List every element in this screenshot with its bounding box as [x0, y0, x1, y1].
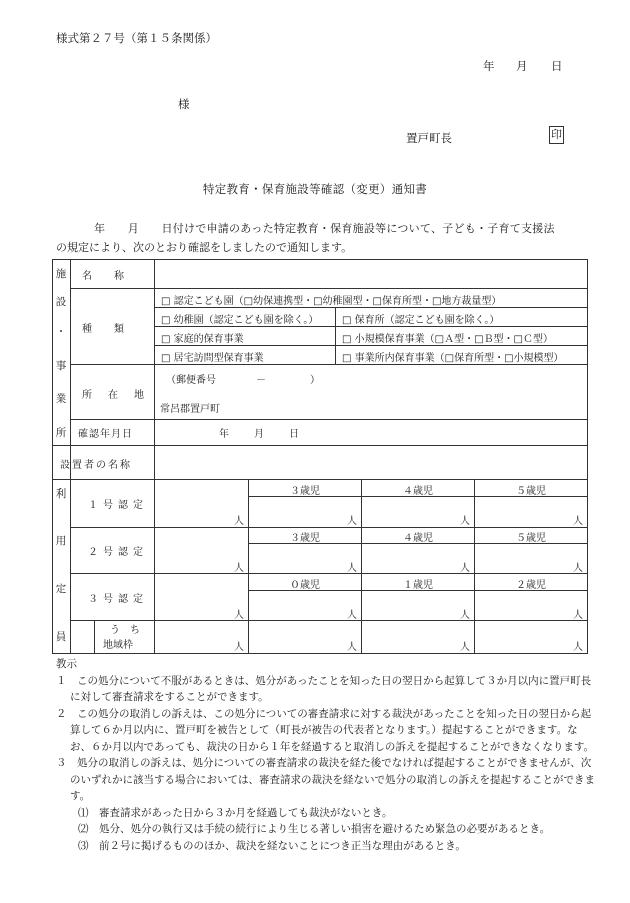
- unit-r3-total: 人: [234, 610, 244, 621]
- age-header-r3-c2: １歳児: [403, 580, 433, 591]
- type-nursery-school[interactable]: □ 保育所（認定こども園を除く。）: [342, 315, 500, 326]
- age-header-r2-c2: ４歳児: [403, 533, 433, 544]
- postal-code-suffix: ）: [310, 375, 320, 386]
- facility-section-char-5: 業: [55, 393, 67, 405]
- type-label: 種 類: [82, 324, 130, 335]
- capacity-section-char-2: 用: [55, 535, 67, 547]
- instructions-heading: 教示: [56, 658, 77, 670]
- establisher-name-field[interactable]: [156, 447, 586, 478]
- intro-line-1: 年 月 日付けで申請のあった特定教育・保育施設等について、子ども・子育て支援法: [94, 222, 555, 235]
- instruction-subitem-1: ⑴ 審査請求があった日から３か月を経過しても裁決がないとき。: [78, 806, 393, 819]
- date-day-label: 日: [551, 59, 563, 73]
- age-header-r3-c1: ０歳児: [290, 580, 320, 591]
- unit-r2-c2: 人: [460, 563, 470, 574]
- facility-name-field[interactable]: [156, 261, 586, 287]
- unit-regional-total: 人: [234, 642, 244, 653]
- unit-r3-c3: 人: [573, 610, 583, 621]
- type-home-based-childcare[interactable]: □ 家庭的保育事業: [161, 334, 244, 345]
- establisher-name-label: 設置者の名称: [60, 460, 132, 471]
- instruction-subitem-3: ⑶ 前２号に掲げるもののほか、裁決を経ないことにつき正当な理由があるとき。: [78, 839, 466, 852]
- issuer-name: 置戸町長: [406, 131, 452, 145]
- document-title: 特定教育・保育施設等確認（変更）通知書: [202, 182, 428, 196]
- unit-r2-c1: 人: [347, 563, 357, 574]
- intro-line-2: の規定により、次のとおり確認をしましたので通知します。: [56, 241, 353, 254]
- seal-mark: 印: [549, 126, 564, 144]
- date-year-label: 年: [483, 59, 495, 73]
- capacity-section-char-4: 員: [55, 631, 67, 643]
- type-kindergarten[interactable]: □ 幼稚園（認定こども園を除く。）: [161, 315, 319, 326]
- instruction-item-1: １ この処分について不服があるときは、処分があったことを知った日の翌日から起算して３か月以内に置戸町長に対して審査請求をすることができます。: [56, 674, 592, 703]
- facility-section-char-4: 事: [55, 360, 67, 372]
- age-header-r3-c3: ２歳児: [516, 580, 546, 591]
- unit-r2-c3: 人: [573, 563, 583, 574]
- facility-section-char-3: ・: [55, 326, 67, 338]
- address-label: 所 在 地: [82, 390, 147, 401]
- confirm-date-day: 日: [289, 429, 299, 440]
- unit-regional-c3: 人: [573, 642, 583, 653]
- unit-r1-c1: 人: [347, 516, 357, 527]
- unit-r1-total: 人: [234, 516, 244, 527]
- age-header-r1-c1: ３歳児: [290, 486, 320, 497]
- unit-r1-c3: 人: [573, 516, 583, 527]
- capacity-row-label-3: ３号認定: [88, 594, 148, 605]
- form-number: 様式第２７号（第１５条関係）: [56, 31, 217, 45]
- postal-code-prefix: （郵便番号: [166, 375, 216, 386]
- date-month-label: 月: [516, 59, 528, 73]
- facility-section-char-6: 所: [55, 427, 67, 439]
- capacity-section-char-3: 定: [55, 583, 67, 595]
- confirm-date-label: 確認年月日: [78, 429, 133, 440]
- capacity-row-label-1: １号認定: [88, 500, 148, 511]
- unit-regional-c2: 人: [460, 642, 470, 653]
- age-header-r2-c1: ３歳児: [290, 533, 320, 544]
- unit-r2-total: 人: [234, 563, 244, 574]
- address-value: 常呂郡置戸町: [160, 404, 220, 415]
- facility-section-char-1: 施: [55, 268, 67, 280]
- instruction-item-2: ２ この処分の取消しの訴えは、この処分についての審査請求に対する裁決があったことを知った日の翌日から起算して６か月以内に、置戸町を被告として（町長が被告の代表者となります。）提起することができます。なお、６か月以内であっても、裁決の日から１年を経過すると取消しの訴えを提起することができなくなります。: [56, 707, 595, 753]
- confirm-date-year: 年: [219, 429, 229, 440]
- postal-code-dash: －: [256, 375, 266, 386]
- age-header-r1-c2: ４歳児: [403, 486, 433, 497]
- capacity-row-label-2: ２号認定: [88, 547, 148, 558]
- type-small-scale-childcare[interactable]: □ 小規模保育事業（□Ａ型・□Ｂ型・□Ｃ型）: [342, 334, 553, 345]
- confirm-date-month: 月: [254, 429, 264, 440]
- unit-r3-c1: 人: [347, 610, 357, 621]
- addressee-suffix: 様: [178, 97, 190, 111]
- instruction-subitem-2: ⑵ 処分、処分の執行又は手続の続行により生じる著しい損害を避けるため緊急の必要があるとき。: [78, 823, 551, 835]
- type-certified-childcare-center[interactable]: □ 認定こども園（□幼保連携型・□幼稚園型・□保育所型・□地方裁量型）: [161, 296, 502, 307]
- age-header-r2-c3: ５歳児: [516, 533, 546, 544]
- instructions-section: [56, 656, 596, 854]
- facility-section-char-2: 設: [55, 296, 67, 308]
- type-workplace-childcare[interactable]: □ 事業所内保育事業（□保育所型・□小規模型）: [342, 353, 564, 364]
- unit-r1-c2: 人: [460, 516, 470, 527]
- unit-regional-c1: 人: [347, 642, 357, 653]
- unit-r3-c2: 人: [460, 610, 470, 621]
- capacity-section-char-1: 利: [55, 488, 67, 500]
- regional-quota-label-bottom: 地域枠: [103, 640, 133, 651]
- name-label: 名 称: [82, 271, 130, 282]
- type-home-visit-childcare[interactable]: □ 居宅訪問型保育事業: [161, 353, 264, 364]
- instruction-item-3: ３ 処分の取消しの訴えは、処分についての審査請求の裁決を経た後でなければ提起することができませんが、次のいずれかに該当する場合においては、審査請求の裁決を経ないで処分の取消しの訴えを提起することができます。: [56, 757, 595, 802]
- age-header-r1-c3: ５歳児: [516, 486, 546, 497]
- regional-quota-label-top: う ち: [110, 625, 140, 636]
